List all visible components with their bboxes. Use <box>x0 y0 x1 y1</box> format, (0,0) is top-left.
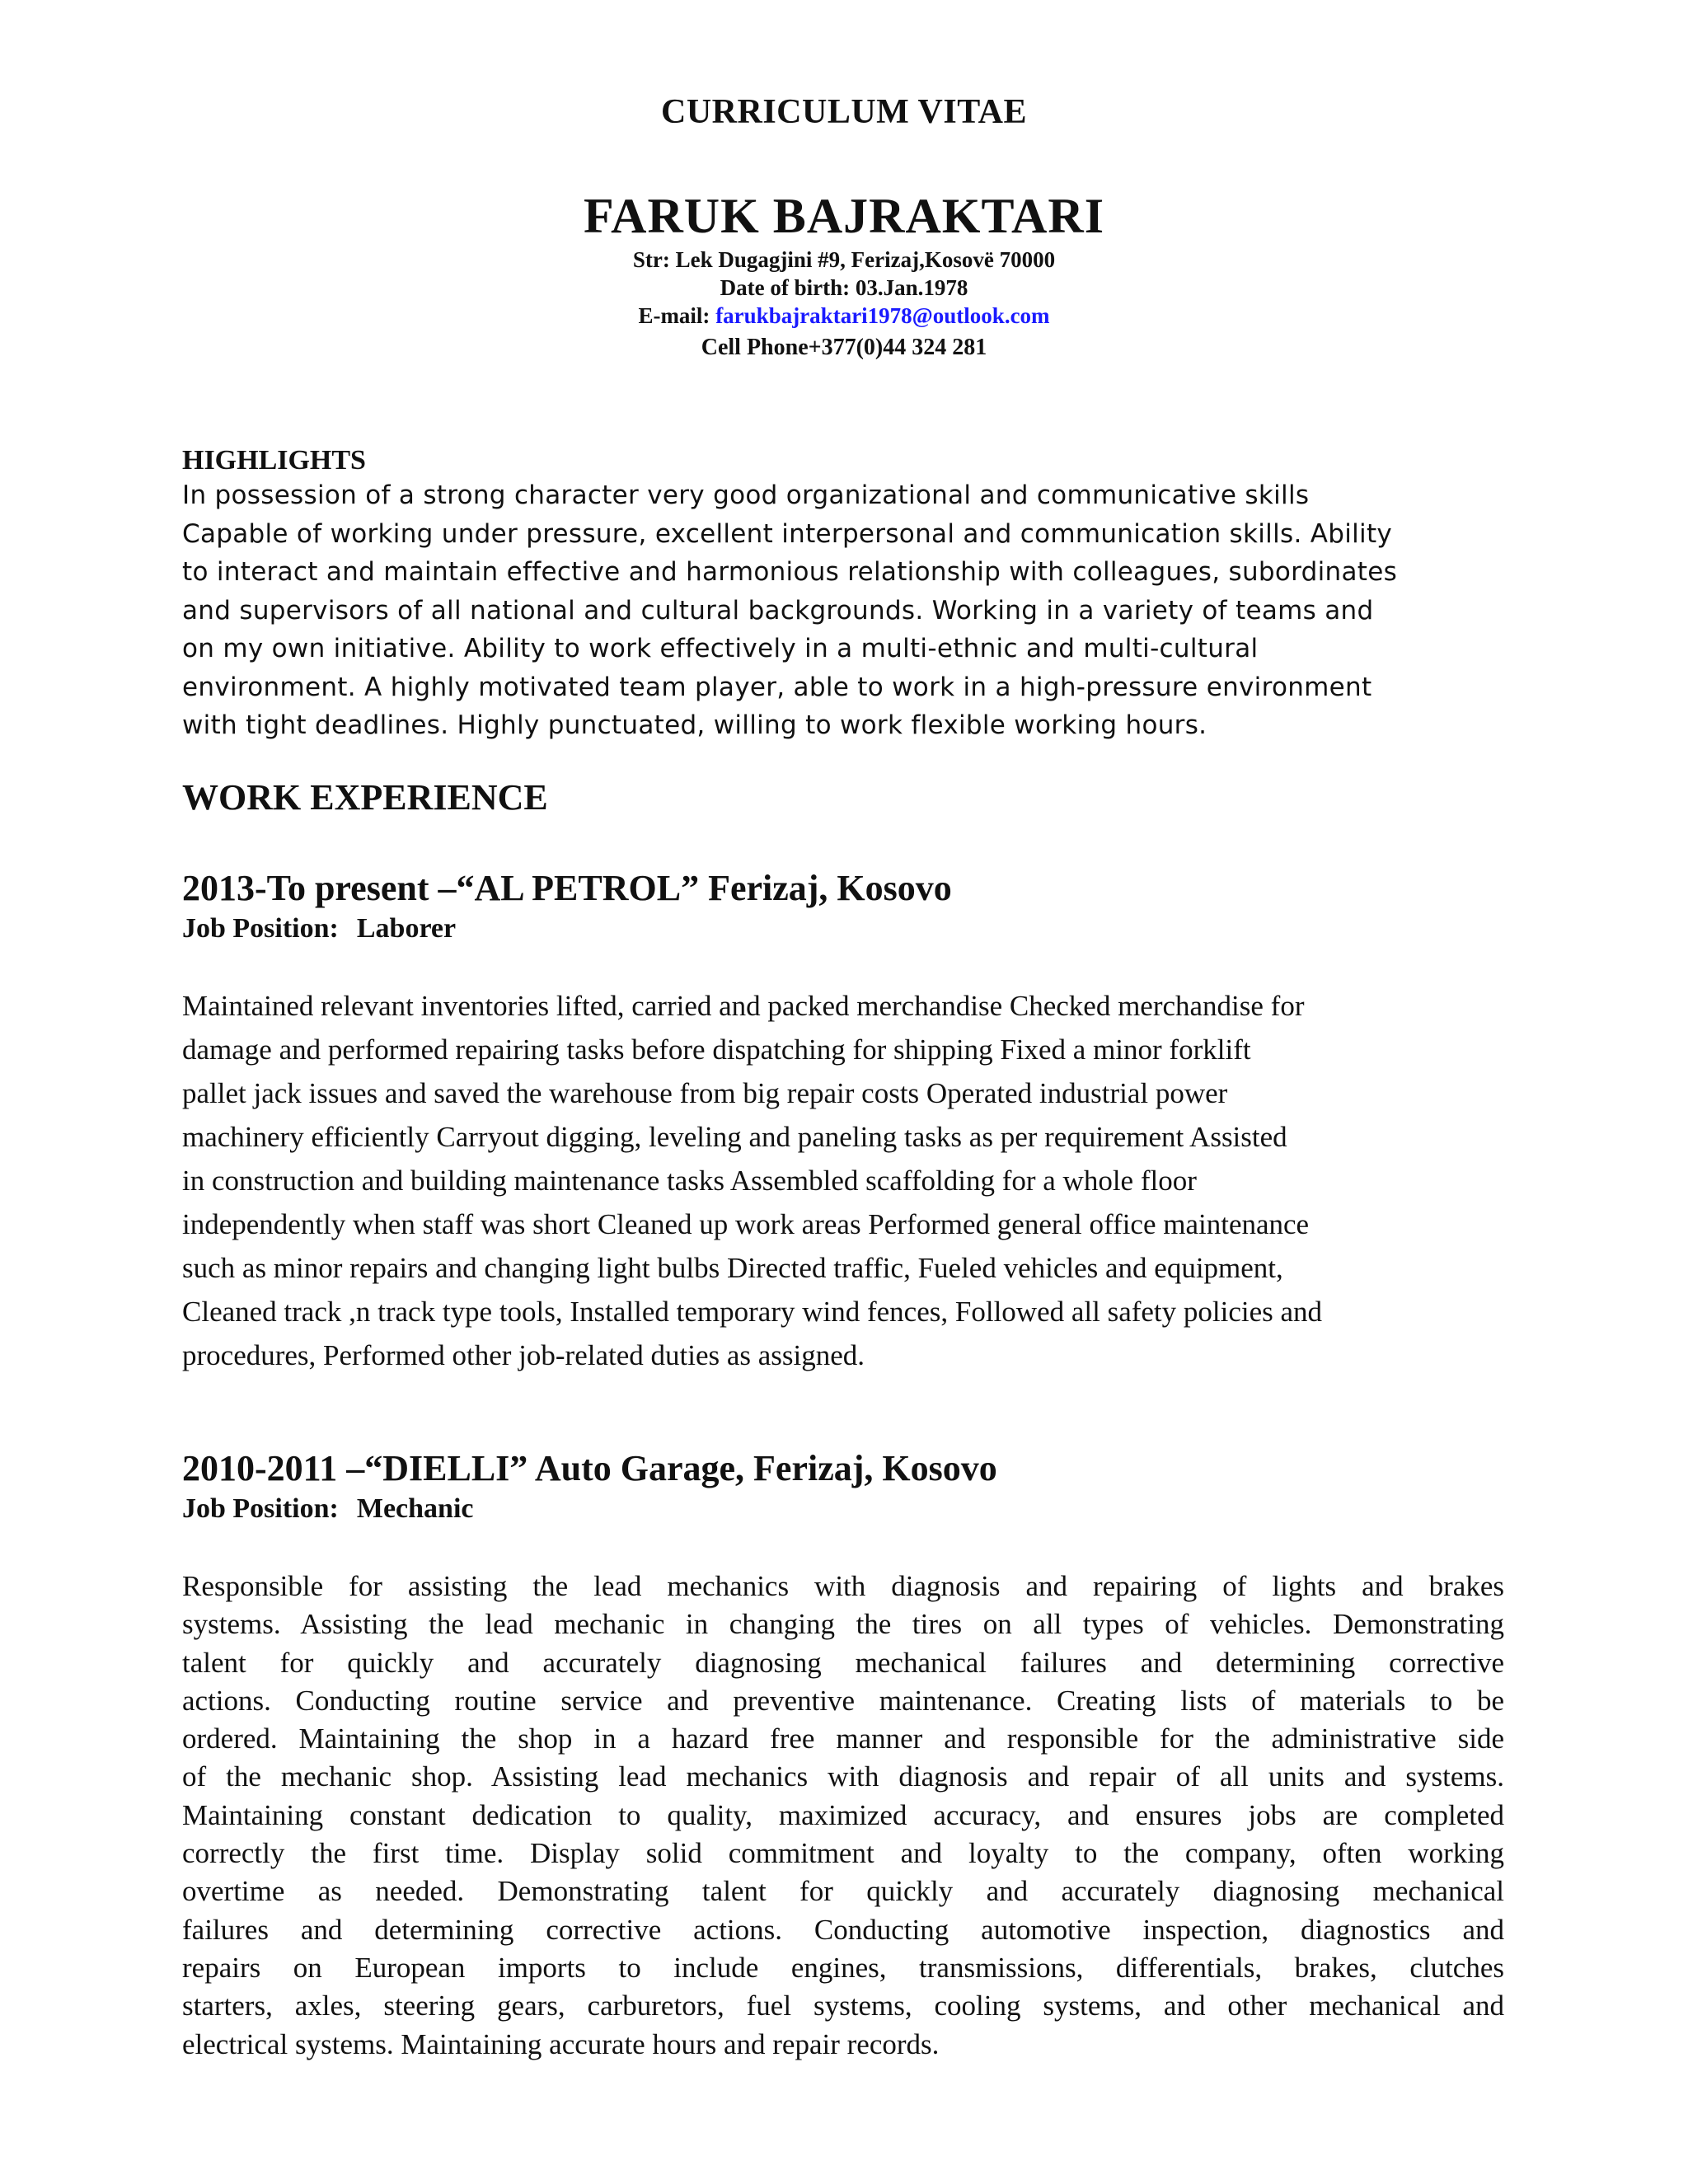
job-description-line: Maintaining constant dedication to quality, maximized accuracy, and ensures jobs are completed <box>182 1798 1504 1831</box>
highlights-line: In possession of a strong character very good organizational and communicative skills <box>182 480 1310 510</box>
highlights-line: to interact and maintain effective and harmonious relationship with colleagues, subordinates <box>182 557 1398 587</box>
job-position <box>182 913 456 944</box>
work-experience-heading: WORK EXPERIENCE <box>182 777 548 818</box>
job-position-value: Laborer <box>356 913 457 944</box>
job-position-value: Mechanic <box>356 1493 474 1524</box>
email-line <box>0 302 1688 330</box>
job-description-line: ordered. Maintaining the shop in a hazard free manner and responsible for the administrative side <box>182 1722 1504 1755</box>
job-description-line: Cleaned track ,n track type tools, Installed temporary wind fences, Followed all safety policies and <box>182 1296 1323 1328</box>
job-heading: 2010-2011 –“DIELLI” Auto Garage, Ferizaj, Kosovo <box>182 1448 997 1488</box>
job-description-line: Maintained relevant inventories lifted, carried and packed merchandise Checked merchandise for <box>182 990 1305 1022</box>
candidate-name: FARUK BAJRAKTARI <box>583 189 1105 243</box>
job-description <box>182 984 1501 1377</box>
highlights-line: Capable of working under pressure, excellent interpersonal and communication skills. Ability <box>182 518 1393 549</box>
job-description-line: Responsible for assisting the lead mechanics with diagnosis and repairing of lights and brakes <box>182 1570 1504 1602</box>
highlights-line: with tight deadlines. Highly punctuated, willing to work flexible working hours. <box>182 710 1207 740</box>
email-link[interactable]: farukbajraktari1978@outlook.com <box>715 303 1050 328</box>
document-title: CURRICULUM VITAE <box>661 93 1027 131</box>
highlights-text <box>182 476 1509 745</box>
job-description-line: overtime as needed. Demonstrating talent for quickly and accurately diagnosing mechanical <box>182 1875 1504 1908</box>
job-description-line: failures and determining corrective actions. Conducting automotive inspection, diagnostics and <box>182 1913 1504 1946</box>
job-description-line: pallet jack issues and saved the warehouse from big repair costs Operated industrial power <box>182 1077 1228 1109</box>
job-position-label: Job Position: <box>182 1493 339 1524</box>
highlights-line: and supervisors of all national and cultural backgrounds. Working in a variety of teams and <box>182 595 1374 626</box>
job-position <box>182 1493 474 1525</box>
job-description-line: electrical systems. Maintaining accurate hours and repair records. <box>182 2027 940 2060</box>
job-description-line: repairs on European imports to include engines, transmissions, differentials, brakes, clutches <box>182 1951 1504 1984</box>
job-description-line: independently when staff was short Cleaned up work areas Performed general office maintenance <box>182 1208 1310 1240</box>
highlights-line: environment. A highly motivated team player, able to work in a high-pressure environment <box>182 672 1372 702</box>
job-description-line: in construction and building maintenance tasks Assembled scaffolding for a whole floor <box>182 1165 1197 1197</box>
job-description-line: of the mechanic shop. Assisting lead mechanics with diagnosis and repair of all units and systems. <box>182 1760 1504 1793</box>
job-description-line: machinery efficiently Carryout digging, leveling and paneling tasks as per requirement Assisted <box>182 1121 1287 1153</box>
highlights-heading: HIGHLIGHTS <box>182 445 366 476</box>
email-label: E-mail: <box>638 303 716 328</box>
phone-line: Cell Phone+377(0)44 324 281 <box>701 335 987 360</box>
job-description-line: procedures, Performed other job-related duties as assigned. <box>182 1339 865 1371</box>
job-description-line: systems. Assisting the lead mechanic in changing the tires on all types of vehicles. Demonstrating <box>182 1608 1504 1641</box>
job-description <box>182 1568 1504 2064</box>
job-description-line: talent for quickly and accurately diagnosing mechanical failures and determining corrective <box>182 1646 1504 1679</box>
job-description-line: such as minor repairs and changing light bulbs Directed traffic, Fueled vehicles and equipment, <box>182 1252 1283 1284</box>
job-description-line: actions. Conducting routine service and preventive maintenance. Creating lists of materials to be <box>182 1684 1504 1717</box>
highlights-line: on my own initiative. Ability to work effectively in a multi-ethnic and multi-cultural <box>182 634 1259 663</box>
job-heading: 2013-To present –“AL PETROL” Ferizaj, Kosovo <box>182 868 952 908</box>
job-position-label: Job Position: <box>182 913 339 944</box>
job-description-line: starters, axles, steering gears, carburetors, fuel systems, cooling systems, and other mechanical and <box>182 1990 1504 2022</box>
job-description-line: damage and performed repairing tasks before dispatching for shipping Fixed a minor forklift <box>182 1033 1251 1066</box>
job-description-line: correctly the first time. Display solid commitment and loyalty to the company, often working <box>182 1837 1504 1870</box>
date-of-birth: Date of birth: 03.Jan.1978 <box>720 275 968 300</box>
address-line: Str: Lek Dugagjini #9, Ferizaj,Kosovë 70000 <box>632 247 1056 272</box>
